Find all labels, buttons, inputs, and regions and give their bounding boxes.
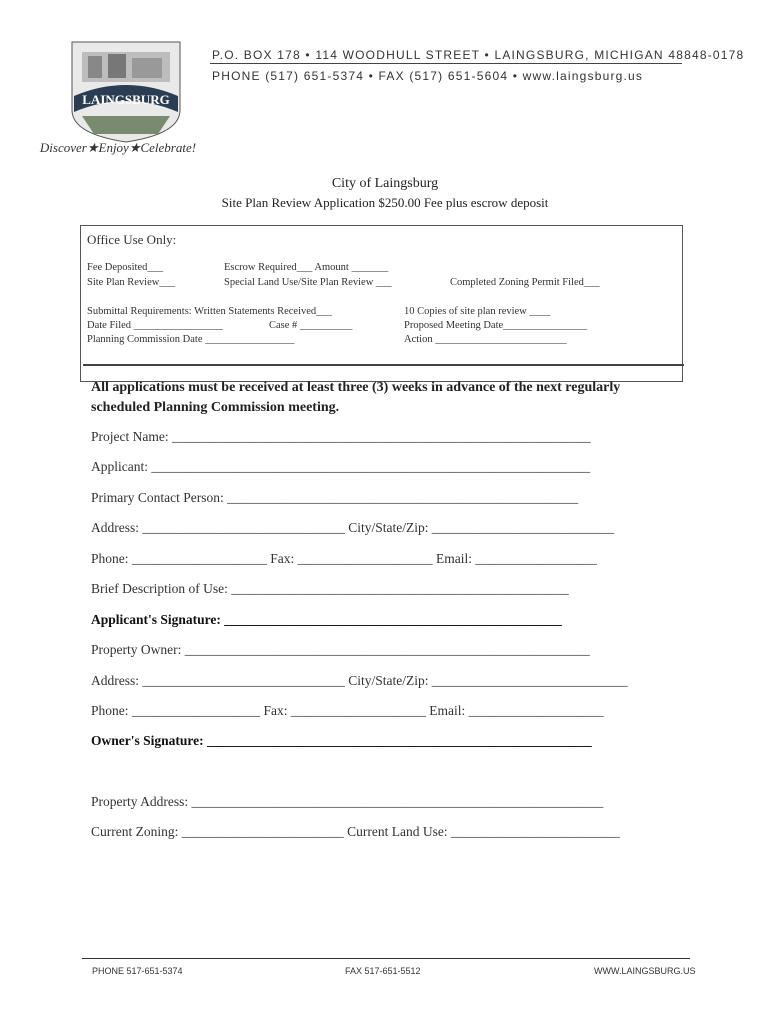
page-title: City of Laingsburg [331, 176, 439, 191]
city-logo [38, 38, 198, 158]
submission-notice: All applications must be received at least three (3) weeks in advance of the next regularly scheduled Planning Commission meeting. [91, 380, 621, 415]
applicant-address-field[interactable]: Address: ______________________________ City/State/Zip: ___________________________ [91, 520, 615, 535]
office-use-heading: Office Use Only: [87, 232, 177, 247]
page-subtitle: Site Plan Review Application $250.00 Fee plus escrow deposit [221, 195, 549, 210]
escrow-required: Escrow Required___ Amount _______ [224, 262, 389, 273]
copies-site-plan: 10 Copies of site plan review ____ [404, 306, 551, 317]
header-address: P.O. BOX 178 • 114 WOODHULL STREET • LAINGSBURG, MICHIGAN 48848-0178 [212, 48, 745, 62]
svg-text:Discover★Enjoy★Celebrate!: Discover★Enjoy★Celebrate! [39, 140, 197, 155]
date-filed: Date Filed _________________ [87, 320, 223, 331]
action-field: Action _________________________ [404, 334, 567, 345]
applicant-phone-field[interactable]: Phone: ____________________ Fax: ____________________ Email: __________________ [91, 551, 597, 566]
owner-address-field[interactable]: Address: ______________________________ City/State/Zip: _____________________________ [91, 673, 628, 688]
owner-signature-field[interactable]: Owner's Signature: _________________________________________________________ [91, 733, 592, 748]
section-divider [83, 364, 684, 366]
applicant-signature-field[interactable]: Applicant's Signature: __________________________________________________ [91, 612, 562, 627]
fee-deposited: Fee Deposited___ [87, 262, 164, 273]
current-zoning-field[interactable]: Current Zoning: ________________________ Current Land Use: _________________________ [91, 824, 620, 839]
header-rule [210, 63, 682, 64]
footer-website: WWW.LAINGSBURG.US [594, 966, 696, 976]
header-contact: PHONE (517) 651-5374 • FAX (517) 651-5604 • www.laingsburg.us [212, 69, 644, 83]
completed-zoning: Completed Zoning Permit Filed___ [450, 277, 600, 288]
project-name-field[interactable]: Project Name: ______________________________________________________________ [91, 429, 591, 444]
case-number: Case # __________ [269, 320, 353, 331]
footer-phone: PHONE 517-651-5374 [92, 966, 183, 976]
planning-commission-date: Planning Commission Date _________________ [87, 334, 295, 345]
primary-contact-field[interactable]: Primary Contact Person: ____________________________________________________ [91, 490, 579, 505]
office-use-box [80, 225, 683, 382]
property-address-field[interactable]: Property Address: _____________________________________________________________ [91, 794, 604, 809]
special-land-use: Special Land Use/Site Plan Review ___ [224, 277, 392, 288]
property-owner-field[interactable]: Property Owner: ____________________________________________________________ [91, 642, 590, 657]
svg-text:LAINGSBURG: LAINGSBURG [82, 92, 170, 107]
footer-rule [82, 958, 690, 959]
owner-phone-field[interactable]: Phone: ___________________ Fax: ____________________ Email: ____________________ [91, 703, 604, 718]
footer-fax: FAX 517-651-5512 [345, 966, 421, 976]
applicant-field[interactable]: Applicant: _________________________________________________________________ [91, 459, 591, 474]
description-field[interactable]: Brief Description of Use: __________________________________________________ [91, 581, 569, 596]
site-plan-review: Site Plan Review___ [87, 277, 176, 288]
proposed-meeting-date: Proposed Meeting Date________________ [404, 320, 588, 331]
submittal-requirements: Submittal Requirements: Written Statements Received___ [87, 306, 332, 317]
